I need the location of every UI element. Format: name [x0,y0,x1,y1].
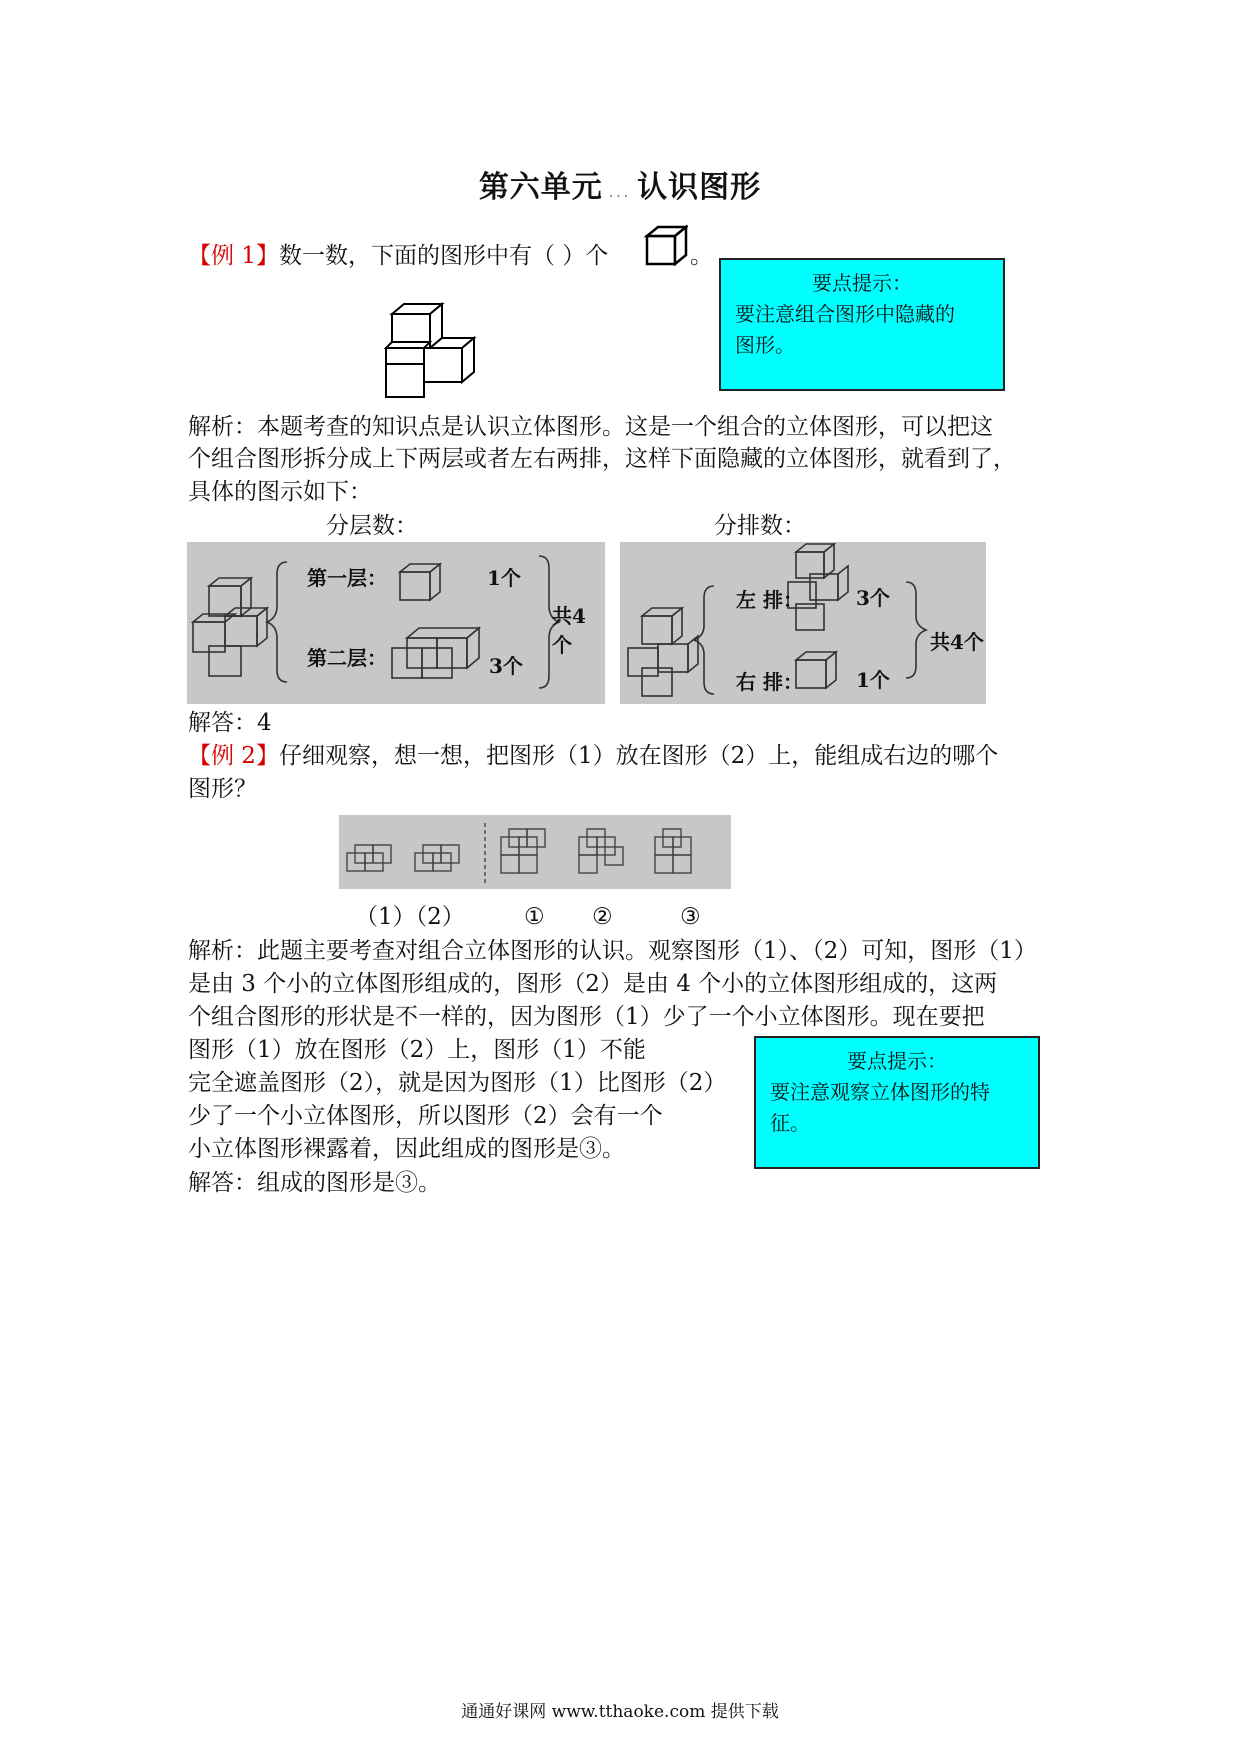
layers-total: 共4个 [552,604,586,657]
example1-question-end: 。 [690,243,713,269]
example2-option-2: ② [592,904,613,930]
example1-cube-figure [380,302,480,398]
tip-text-line2: 图形。 [735,333,795,357]
example1-analysis-line1: 解析：本题考查的知识点是认识立体图形。这是一个组合的立体图形，可以把这 [188,414,993,440]
example1-question-text: 数一数，下面的图形中有（ ）个 [278,243,609,269]
example2-question-line1 [188,740,998,773]
example1-analysis-line2: 个组合图形拆分成上下两层或者左右两排，这样下面隐藏的立体图形，就看到了， [188,446,1016,472]
example2-figure [339,815,731,889]
example2-tip-box [754,1036,1040,1169]
example2-cubes-svg [339,815,731,889]
method-layers-label: 分层数： [326,513,418,539]
example1-answer: 解答：4 [188,710,272,736]
example1-label: 【例 1】 [188,243,279,269]
example2-answer: 解答：组成的图形是③。 [188,1170,441,1196]
example1-question [188,240,608,273]
rows-cubes-svg [620,542,986,704]
example2-question-text: 仔细观察，想一想，把图形（1）放在图形（2）上，能组成右边的哪个 [278,743,999,769]
page-title [0,162,1240,206]
tip-title: 要点提示： [847,1049,947,1073]
example2-question-line2: 图形？ [188,776,257,802]
cube-icon [644,224,688,266]
example2-option-1: ① [524,904,545,930]
layers-figure [187,542,605,704]
left-row-count: 3个 [856,586,890,610]
title-dots: ... [608,185,632,201]
layer2-label: 第二层： [307,646,387,670]
example2-analysis-line6: 少了一个小立体图形，所以图形（2）会有一个 [188,1103,663,1129]
unit-topic: 认识图形 [637,170,762,205]
example2-analysis-line3: 个组合图形的形状是不一样的，因为图形（1）少了一个小立体图形。现在要把 [188,1004,985,1030]
example1-analysis-line3: 具体的图示如下： [188,479,372,505]
rows-total: 共4个 [930,630,984,654]
example2-analysis-line2: 是由 3 个小的立体图形组成的，图形（2）是由 4 个小的立体图形组成的，这两 [188,971,998,997]
page-footer: 通通好课网 www.tthaoke.com 提供下载 [461,1702,779,1722]
example2-label-1-2: （1）（2） [355,904,465,930]
unit-number: 第六单元 [478,170,603,205]
layers-cubes-svg [187,542,605,704]
example2-analysis-line5: 完全遮盖图形（2），就是因为图形（1）比图形（2） [188,1070,727,1096]
rows-figure [620,542,986,704]
example2-analysis-line7: 小立体图形裸露着，因此组成的图形是③。 [188,1136,625,1162]
example2-analysis-line1: 解析：此题主要考查对组合立体图形的认识。观察图形（1）、（2）可知，图形（1） [188,938,1037,964]
right-row-count: 1个 [856,668,890,692]
tip-text-line1: 要注意观察立体图形的特 [770,1080,990,1104]
method-rows-label: 分排数： [714,513,806,539]
tip-text-line2: 征。 [770,1111,810,1135]
layer2-count: 3个 [489,654,523,678]
tip-text-line1: 要注意组合图形中隐藏的 [735,302,955,326]
right-row-label: 右 排： [736,670,803,694]
example2-label: 【例 2】 [188,743,279,769]
example1-tip-box [719,258,1005,391]
tip-title: 要点提示： [812,271,912,295]
example2-analysis-line4: 图形（1）放在图形（2）上，图形（1）不能 [188,1037,646,1063]
layer1-count: 1个 [487,566,521,590]
left-row-label: 左 排： [736,588,803,612]
example2-option-3: ③ [680,904,701,930]
layer1-label: 第一层： [307,566,387,590]
